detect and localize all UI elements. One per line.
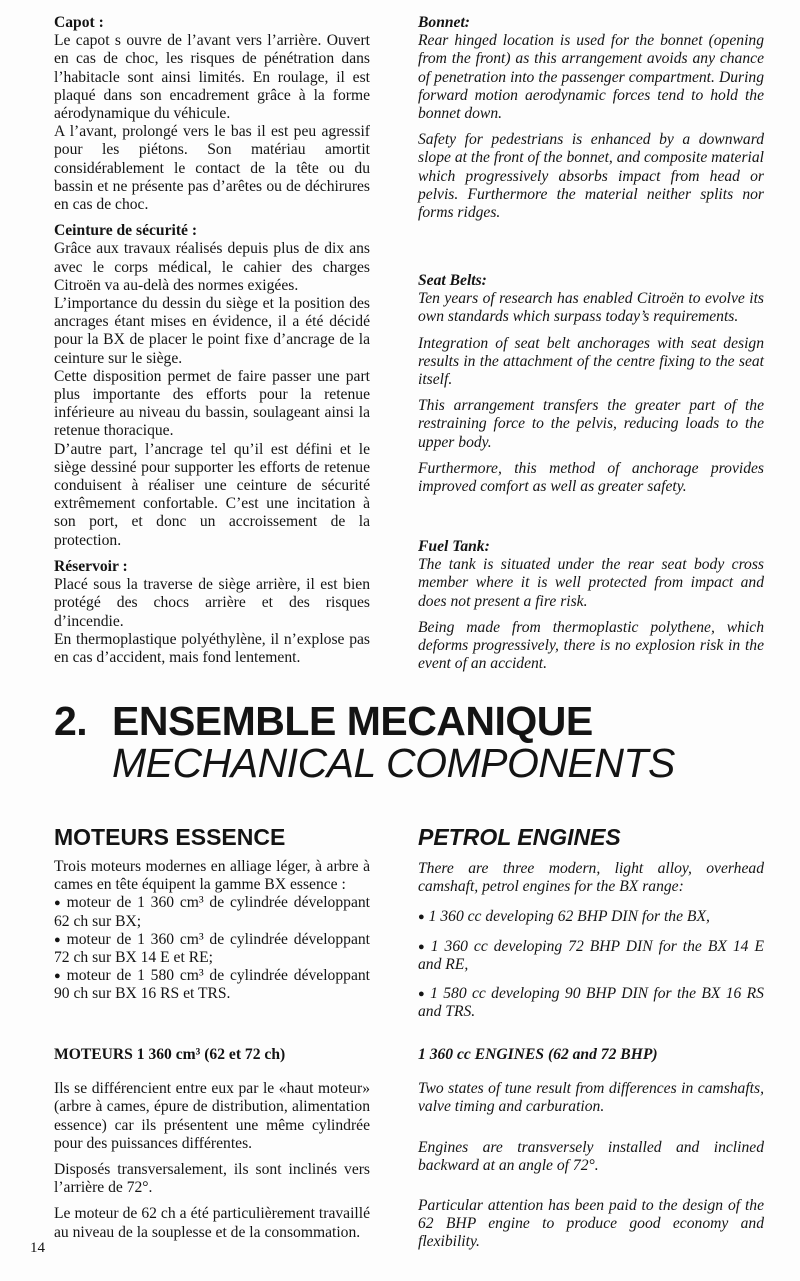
bonnet-paragraph: Safety for pedestrians is enhanced by a downward slope at the front of the bonnet, and composite material which progressively absorbs impact from head or pelvis. Furthermore the material neither splits nor forms ridges. (418, 131, 764, 222)
ceinture-paragraph: D’autre part, l’ancrage tel qu’il est défini et le siège dessiné pour supporter les efforts de retenue conduisent à réaliser une ceinture de sécurité extrêmement confortable. C’est une incitation à son port, et donc un accroissement de la protection. (54, 440, 370, 549)
moteurs-essence-body (54, 858, 370, 1004)
moteurs-1360-paragraph: Le moteur de 62 ch a été particulièrement travaillé au niveau de la souplesse et de la consommation. (54, 1205, 370, 1241)
engines-1360-paragraph: Engines are transversely installed and inclined backward at an angle of 72°. (418, 1138, 764, 1174)
reservoir-heading: Réservoir : (54, 557, 128, 575)
capot-section-fr (54, 14, 370, 667)
petrol-bullet: ● 1 580 cc developing 90 BHP DIN for the BX 16 RS and TRS. (418, 985, 764, 1021)
chapter-title-en: MECHANICAL COMPONENTS (112, 740, 675, 786)
fueltank-paragraph: Being made from thermoplastic polythene, which deforms progressively, there is no explosion risk in the event of an accident. (418, 618, 764, 673)
petrol-bullet: ● 1 360 cc developing 62 BHP DIN for the BX, (418, 908, 764, 926)
bonnet-heading: Bonnet: (418, 14, 470, 31)
petrol-engines-body (418, 860, 764, 1021)
moteurs-bullet: ● moteur de 1 360 cm³ de cylindrée développant 72 ch sur BX 14 E et RE; (54, 931, 370, 967)
engines-1360-section (418, 1046, 764, 1252)
seatbelts-paragraph: This arrangement transfers the greater part of the restraining force to the pelvis, reducing loads to the upper body. (418, 397, 764, 451)
moteurs-1360-paragraph: Ils se différencient entre eux par le «haut moteur» (arbre à cames, épure de distribution, alimentation essence) car ils présentent une même cylindrée pour des puissances différentes. (54, 1080, 370, 1152)
chapter-number: 2. (54, 698, 88, 744)
ceinture-paragraph: L’importance du dessin du siège et la position des ancrages étant mises en évidence, il a été décidé pour la BX de placer le point fixe d’ancrage de la ceinture sur le siège. (54, 295, 370, 367)
chapter-title-fr: ENSEMBLE MECANIQUE (112, 698, 593, 744)
reservoir-paragraph: Placé sous la traverse de siège arrière, il est bien protégé des chocs arrière et des risques d’incendie. (54, 576, 370, 630)
moteurs-1360-paragraph: Disposés transversalement, ils sont inclinés vers l’arrière de 72°. (54, 1161, 370, 1197)
capot-paragraph: A l’avant, prolongé vers le bas il est peu agressif pour les piétons. Son matériau amortit considérablement le contact de la tête ou du bassin et ne présente pas d’arêtes ou de déchirures en cas de choc. (54, 123, 370, 214)
fueltank-heading: Fuel Tank: (418, 538, 490, 555)
moteurs-essence-heading: MOTEURS ESSENCE (54, 824, 286, 850)
seatbelts-section-en (418, 272, 764, 496)
bonnet-section-en (418, 14, 764, 222)
moteurs-bullet: ● moteur de 1 580 cm³ de cylindrée développant 90 ch sur BX 16 RS et TRS. (54, 967, 370, 1003)
reservoir-paragraph: En thermoplastique polyéthylène, il n’explose pas en cas d’accident, mais fond lentement. (54, 630, 370, 666)
petrol-engines-heading: PETROL ENGINES (418, 824, 621, 850)
moteurs-intro: Trois moteurs modernes en alliage léger, à arbre à cames en tête équipent la gamme BX essence : (54, 858, 370, 894)
ceinture-heading: Ceinture de sécurité : (54, 222, 198, 240)
seatbelts-paragraph: Furthermore, this method of anchorage provides improved comfort as well as greater safety. (418, 459, 764, 496)
engines-1360-paragraph: Two states of tune result from differences in camshafts, valve timing and carburation. (418, 1080, 764, 1116)
bonnet-paragraph: Rear hinged location is used for the bonnet (opening from the front) as this arrangement avoids any chance of penetration into the passenger compartment. During forward motion aerodynamic forces tend to hold the bonnet down. (418, 32, 764, 123)
seatbelts-heading: Seat Belts: (418, 272, 487, 289)
ceinture-paragraph: Grâce aux travaux réalisés depuis plus de dix ans avec le corps médical, le cahier des charges Citroën va au-delà des normes exigées. (54, 240, 370, 294)
fueltank-paragraph: The tank is situated under the rear seat body cross member where it is well protected from impact and does not present a fire risk. (418, 556, 764, 610)
engines-1360-paragraph: Particular attention has been paid to the design of the 62 BHP engine to produce good economy and flexibility. (418, 1197, 764, 1251)
seatbelts-paragraph: Integration of seat belt anchorages with seat design results in the attachment of the centre fixing to the seat itself. (418, 334, 764, 389)
seatbelts-paragraph: Ten years of research has enabled Citroën to evolve its own standards which surpass today’s requirements. (418, 290, 764, 326)
moteurs-bullet: ● moteur de 1 360 cm³ de cylindrée développant 62 ch sur BX; (54, 894, 370, 930)
moteurs-1360-section (54, 1046, 370, 1242)
engines-1360-heading: 1 360 cc ENGINES (62 and 72 BHP) (418, 1046, 658, 1063)
moteurs-1360-heading: MOTEURS 1 360 cm³ (62 et 72 ch) (54, 1046, 286, 1063)
capot-heading: Capot : (54, 14, 104, 31)
fueltank-section-en (418, 538, 764, 673)
petrol-bullet: ● 1 360 cc developing 72 BHP DIN for the BX 14 E and RE, (418, 938, 764, 974)
page-number: 14 (30, 1240, 45, 1256)
capot-paragraph: Le capot s ouvre de l’avant vers l’arrière. Ouvert en cas de choc, les risques de pénétration dans l’habitacle sont ainsi limités. En roulage, il est plaqué dans son encadrement grâce à la forme aérodynamique du véhicule. (54, 32, 370, 123)
ceinture-paragraph: Cette disposition permet de faire passer une part plus importante des efforts pour la retenue inférieure au niveau du bassin, soulageant ainsi la retenue thoracique. (54, 367, 370, 440)
chapter-title (54, 700, 675, 784)
petrol-intro: There are three modern, light alloy, overhead camshaft, petrol engines for the BX range: (418, 860, 764, 896)
